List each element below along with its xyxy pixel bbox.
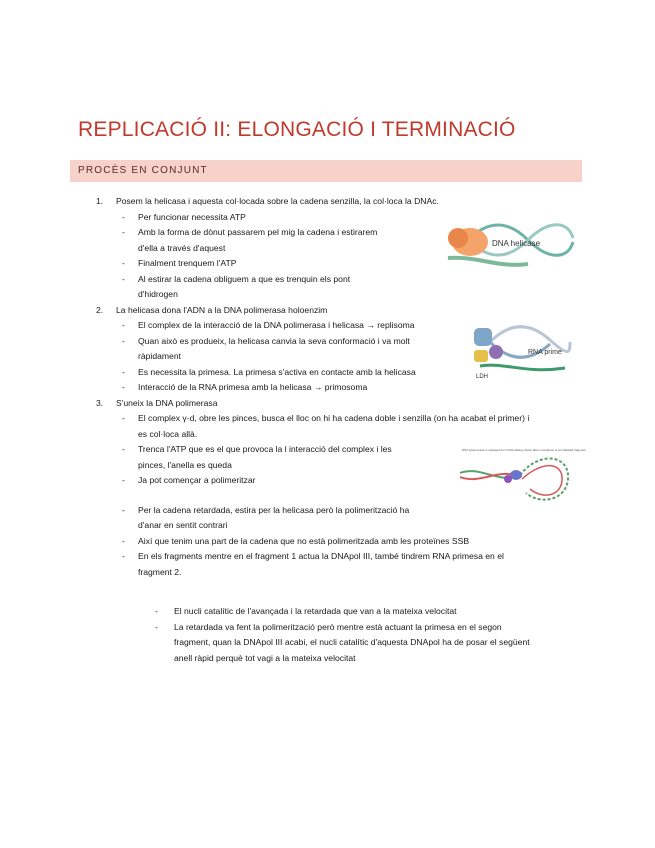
bullet-dash: - — [155, 606, 158, 616]
list-number: 1. — [96, 196, 104, 206]
sub-item-text: Per funcionar necessita ATP — [138, 211, 246, 222]
helicase-label: DNA helicase — [492, 239, 541, 248]
sub-item-text: Quan això es produeix, la helicasa canvia la seva conformació i va molt — [138, 335, 410, 346]
sub-item-text: d'ella a través d'aquest — [138, 242, 226, 253]
sub-item-text: El complex de la interacció de la DNA polimerasa i helicasa → replisoma — [138, 320, 415, 330]
bullet-dash: - — [155, 621, 158, 632]
bottom-note-text: El nucli catalític de l'avançada i la retardada que van a la mateixa velocitat — [174, 606, 457, 616]
section-header — [70, 160, 582, 182]
section-title: PROCÈS EN CONJUNT — [78, 165, 208, 176]
sub-item-text: d'anar en sentit contrari — [138, 520, 228, 530]
sub-item-text: Finalment trenquem l'ATP — [138, 258, 237, 268]
sub-item-text: Es necessita la primesa. La primesa s'activa en contacte amb la helicasa — [138, 366, 416, 377]
bottom-note-text: La retardada va fent la polimerització però mentre està actuant la primesa en el segon — [174, 621, 502, 632]
sub-item-text: Amb la forma de dònut passarem pel mig la cadena i estirarem — [138, 227, 378, 237]
sub-item-text: Ja pot començar a polimeritzar — [138, 475, 256, 485]
bullet-dash: - — [122, 535, 125, 546]
sub-item-text: Per la cadena retardada, estira per la helicasa però la polimerització ha — [138, 504, 410, 515]
bullet-dash: - — [122, 211, 125, 222]
bullet-dash: - — [122, 475, 125, 485]
sub-item-text: fragment 2. — [138, 566, 182, 577]
sub-item-text: ràpidament — [138, 351, 181, 361]
bullet-dash: - — [122, 227, 125, 237]
bullet-dash: - — [122, 366, 125, 377]
list-number: 3. — [96, 397, 104, 408]
bullet-dash: - — [122, 551, 125, 561]
bullet-dash: - — [122, 504, 125, 515]
bullet-dash: - — [122, 413, 125, 423]
replisome-caption: DNA polymerase is released from DNA sliding clamp after completion of an Okazaki fragment — [462, 448, 586, 452]
list-item-text: Posem la helicasa i aquesta col·locada sobre la cadena senzilla, la col·loca la DNAc. — [116, 196, 439, 206]
bullet-dash: - — [122, 273, 125, 284]
sub-item-text: En els fragments mentre en el fragment 1 actua la DNApol III, també tindrem RNA primesa en el — [138, 551, 504, 561]
list-item-text: S'uneix la DNA polimerasa — [116, 397, 218, 408]
primase-label: RNA prime — [528, 349, 562, 356]
sub-item-text: El complex γ-d, obre les pinces, busca el lloc on hi ha cadena doble i senzilla (on ha acabat el primer) i — [138, 413, 530, 423]
sub-item-text: Interacció de la RNA primesa amb la helicasa → primosoma — [138, 382, 368, 392]
helicase-figure — [438, 212, 573, 270]
bullet-dash: - — [122, 320, 125, 330]
sub-item-text: pinces, l'anella es queda — [138, 459, 232, 470]
bottom-note-text: anell ràpid perquè tot vagi a la mateixa velocitat — [174, 652, 356, 663]
bottom-note-text: fragment, quan la DNApol III acabi, el nucli catalític d'aquesta DNApol ha de posar el següent — [174, 637, 530, 647]
primase-figure — [470, 322, 570, 382]
sub-item-text: Al estirar la cadena obliguem a que es trenquin els pont — [138, 273, 351, 284]
sub-item-text: d'hidrogen — [138, 289, 178, 299]
sub-item-text: Trenca l'ATP que es el que provoca la l interacció del complex i les — [138, 444, 392, 454]
replisome-figure — [460, 445, 586, 507]
bullet-dash: - — [122, 382, 125, 392]
list-number: 2. — [96, 304, 104, 315]
page-title: REPLICACIÓ II: ELONGACIÓ I TERMINACIÓ — [78, 118, 516, 141]
bullet-dash: - — [122, 335, 125, 346]
bullet-dash: - — [122, 258, 125, 268]
primase-label-2: LDH — [476, 374, 489, 380]
list-item-text: La helicasa dona l'ADN a la DNA polimerasa holoenzim — [116, 304, 328, 315]
bullet-dash: - — [122, 444, 125, 454]
sub-item-text: es col·loca allà. — [138, 428, 198, 439]
sub-item-text: Així que tenim una part de la cadena que no està polimeritzada amb les proteïnes SSB — [138, 535, 470, 546]
